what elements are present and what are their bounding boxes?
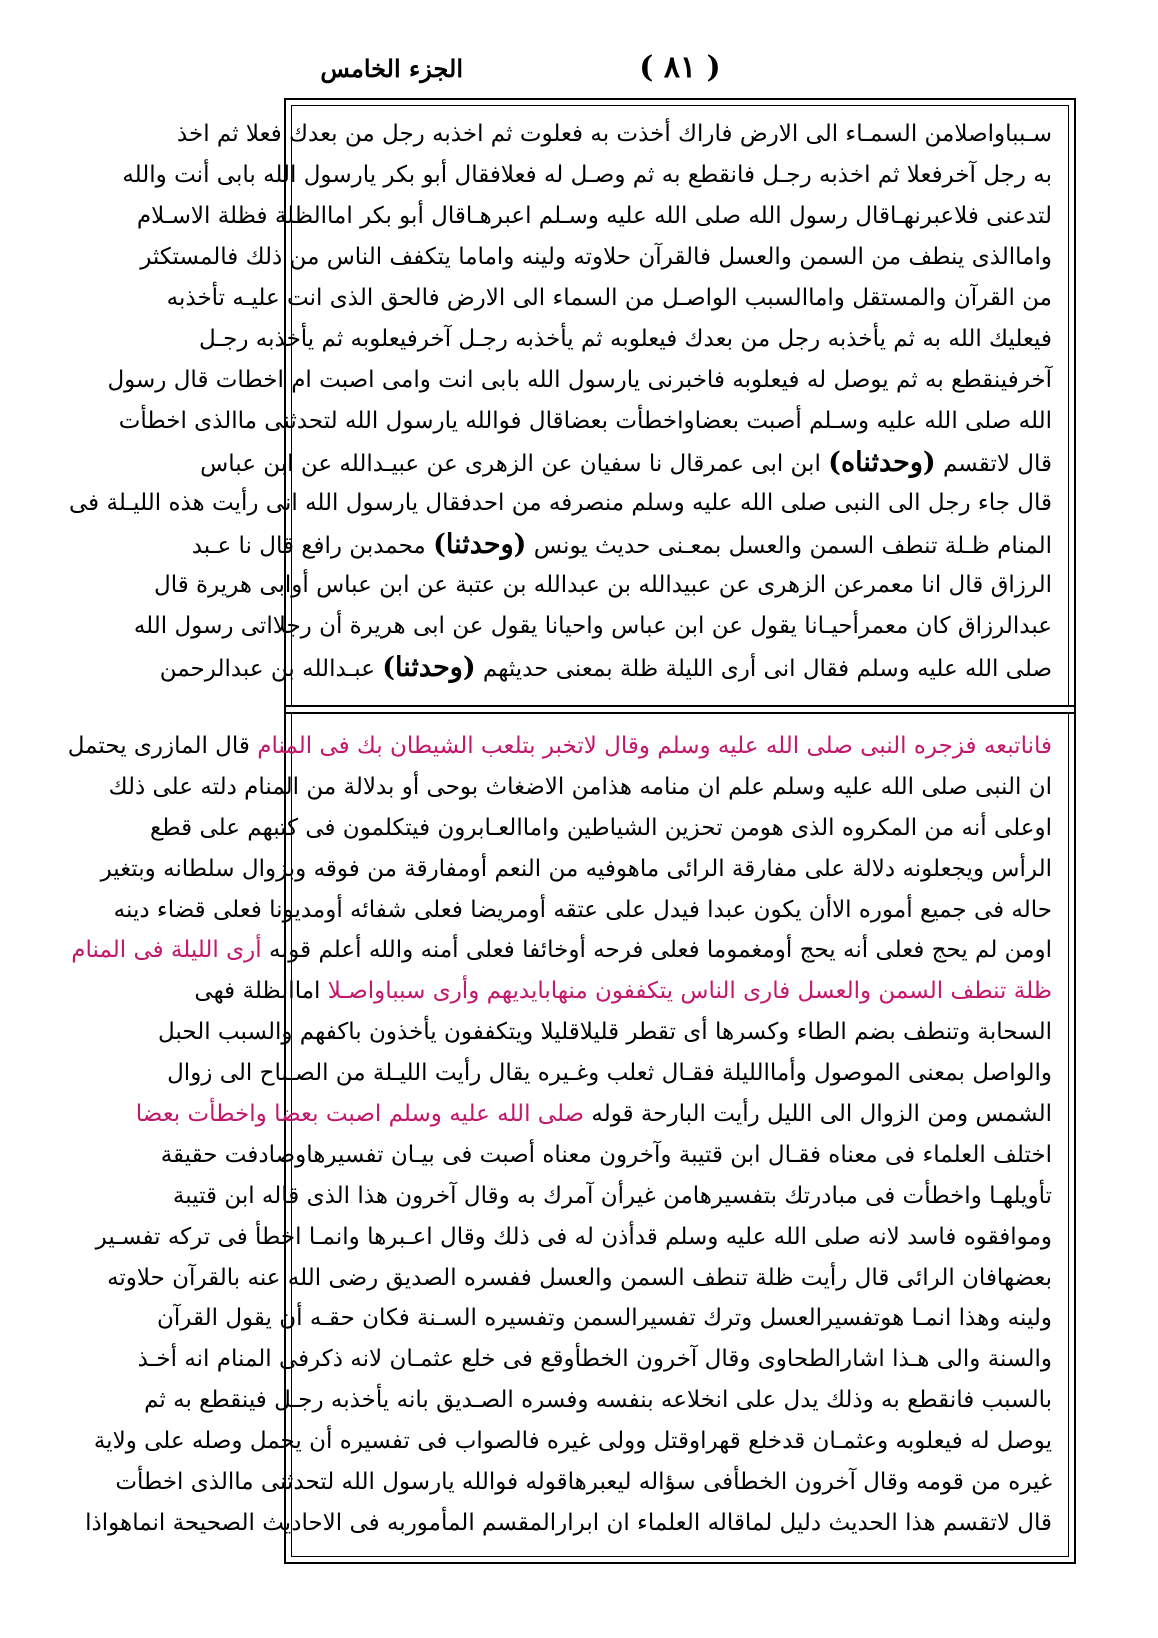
hadith-text-block (69, 114, 1052, 688)
text-segment: قال جاء رجل الى النبى صلى الله عليه وسلم منصرفه من احدفقال يارسول الله انى رأيت هذه الليـلة فى (69, 490, 1052, 516)
text-segment: ان النبى صلى الله عليه وسلم علم ان منامه هذامن الاضغاث بوحى أو بدلالة من المنام دلته على ذلك (108, 773, 1052, 800)
text-segment: عبـدالله بن عبدالرحمن (159, 656, 383, 682)
text-segment: حاله فى جميع أموره الاأن يكون عبدا فيدل على عتقه أومريضا فعلى شفائه أومديونا فعلى قضاء دينه (113, 896, 1052, 923)
highlighted-quote: ظلة تنطف السمن والعسل فارى الناس يتكففون منهابايديهم وأرى سبباواصـلا (327, 978, 1052, 1005)
text-segment: اوعلى أنه من المكروه الذى هومن تحزين الشياطين واماالعـابرون فيتكلمون فى كتبهم على قطع (150, 814, 1052, 841)
text-segment: الله صلى الله عليه وسـلم أصبت بعضاواخطأت بعضاقال فوالله يارسول الله لتحدثنى ماالذى اخطأت (118, 408, 1052, 434)
highlighted-quote: فاناتبعه فزجره النبى صلى الله عليه وسلم وقال لاتخبر بتلعب الشيطان بك فى المنام (257, 733, 1052, 759)
text-segment: واماالذى ينطف من السمن والعسل فالقرآن حلاوته ولينه واماما يتكفف الناس من ذلك فالمستكثر (140, 244, 1052, 270)
hadith-line (154, 565, 1052, 606)
hadith-line (122, 155, 1052, 196)
page-number: ( ٨١ ) (639, 50, 721, 85)
hadith-line (136, 196, 1052, 237)
commentary-line (95, 1217, 1052, 1258)
hadith-line (200, 442, 1052, 483)
commentary-line (113, 890, 1052, 931)
hadith-line (159, 647, 1052, 688)
hadith-line (107, 360, 1052, 401)
commentary-line (194, 971, 1052, 1012)
text-segment: غيره من قومه وقال آخرون الخطأفى سؤاله ليعبرهاقوله فوالله يارسول الله لتحدثنى ماالذى اخطأت (115, 1469, 1052, 1496)
text-segment: ابن ابى عمرقال نا سفيان عن الزهرى عن عبيـدالله عن ابن عباس (200, 451, 829, 477)
text-frame (67, 98, 1076, 1564)
commentary-line (172, 1176, 1052, 1217)
text-segment: آخرفينقطع به ثم يوصل له فيعلوبه فاخبرنى يارسول الله بابى انت وامى اصبت ام اخطات قال رسول (107, 367, 1052, 393)
chain-marker: (وحدثناه) (828, 447, 936, 478)
commentary-line (135, 1094, 1052, 1135)
commentary-text-block (67, 726, 1052, 1544)
text-segment: السحابة وتنطف بضم الطاء وكسرها أى تقطر قليلاقليلا ويتكففون يأخذون باكفهم والسبب الحبل (158, 1019, 1052, 1046)
commentary-line (160, 1135, 1052, 1176)
part-title: الجزء الخامس (320, 54, 463, 83)
hadith-line (133, 606, 1052, 647)
text-segment: ولينه وهذا انمـا هوتفسيرالعسل وترك تفسيرالسمن وتفسيره السـنة فكان حقـه أن يقول القرآن (157, 1305, 1052, 1332)
hadith-line (191, 524, 1052, 565)
commentary-line (107, 1258, 1052, 1299)
page-header (285, 46, 1075, 96)
commentary-line (108, 767, 1052, 808)
commentary-line (85, 1503, 1052, 1544)
text-segment: اماالظلة فهى (194, 978, 328, 1005)
commentary-line (67, 726, 1052, 767)
chain-marker: (وحدثنا) (433, 529, 527, 560)
text-segment: الشمس ومن الزوال الى الليل رأيت البارحة قوله (584, 1101, 1052, 1128)
text-segment: قال لاتقسم (935, 451, 1052, 477)
commentary-line (71, 930, 1052, 971)
commentary-line (137, 1339, 1052, 1380)
commentary-line (100, 849, 1052, 890)
text-segment: والسنة والى هـذا اشارالطحاوى وقال آخرون الخطأوقع فى خلع عثمـان لانه ذكرفى المنام انه أخـذ (137, 1346, 1052, 1373)
text-segment: تأويلهـا واخطأت فى مبادرتك بتفسيرهامن غيرأن آمرك به وقال آخرون هذا الذى قاله ابن قتيبة (172, 1182, 1052, 1209)
hadith-line (176, 114, 1052, 155)
text-segment: محمدبن رافع قال نا عـبد (191, 533, 434, 559)
highlighted-quote: صلى الله عليه وسلم اصبت بعضا واخطأت بعضا (135, 1101, 585, 1128)
text-segment: وموافقوه فاسد لانه صلى الله عليه وسلم قدأذن له فى ذلك وقال اعـبرها وانمـا اخطأ فى تركه تفسـير (95, 1223, 1052, 1250)
text-segment: عبدالرزاق كان معمرأحيـانا يقول عن ابن عباس واحيانا يقول عن ابى هريرة أن رجلااتى رسول الله (133, 613, 1052, 639)
text-segment: لتدعنى فلاعبرنهـاقال رسول الله صلى الله عليه وسـلم اعبرهـاقال أبو بكر اماالظلة فظلة الاسـلام (136, 203, 1052, 229)
text-segment: صلى الله عليه وسلم فقال انى أرى الليلة ظلة بمعنى حديثهم (475, 656, 1052, 682)
highlighted-quote: أرى الليلة فى المنام (71, 937, 262, 964)
text-segment: المنام ظـلة تنطف السمن والعسل بمعـنى حديث يونس (526, 533, 1052, 559)
text-segment: من القرآن والمستقل واماالسبب الواصـل من السماء الى الارض فالحق الذى انت عليـه تأخذبه (166, 285, 1052, 311)
text-segment: يوصل له فيعلوبه وعثمـان قدخلع قهراوقتل وولى غيره فالصواب فى تفسيره أن يحمل وصله على ولاية (93, 1428, 1052, 1455)
commentary-line (167, 1053, 1052, 1094)
text-segment: الرأس ويجعلونه دلالة على مفارقة الرائى ماهوفيه من النعم أومفارقة من فوقه وبزوال سلطانه وبتغير (100, 855, 1052, 882)
text-segment: سـبباواصلامن السمـاء الى الارض فاراك أخذت به فعلوت ثم اخذبه رجل من بعدك فعلا ثم اخذ (176, 121, 1052, 147)
commentary-line (93, 1421, 1052, 1462)
hadith-line (69, 483, 1052, 524)
hadith-line (166, 278, 1052, 319)
chain-marker: (وحدثنا) (382, 652, 476, 683)
commentary-line (150, 808, 1052, 849)
commentary-line (144, 1380, 1052, 1421)
commentary-line (115, 1462, 1052, 1503)
text-segment: فيعليك الله به ثم يأخذبه رجل من بعدك فيعلوبه ثم يأخذبه رجـل آخرفيعلوبه ثم يأخذبه رجـل (198, 326, 1052, 352)
text-segment: بعضهافان الرائى قال رأيت ظلة تنطف السمن والعسل ففسره الصديق رضى الله عنه بالقرآن حلاوته (107, 1264, 1052, 1291)
commentary-line (157, 1298, 1052, 1339)
text-segment: الرزاق قال انا معمرعن الزهرى عن عبيدالله بن عبدالله بن عتبة عن ابن عباس أوابى هريرة قال (154, 572, 1052, 598)
text-segment: بالسبب فانقطع به وذلك يدل على انخلاعه بنفسه وفسره الصـديق بانه يأخذبه رجـل فينقطع به ثم (144, 1387, 1052, 1414)
text-segment: به رجل آخرفعلا ثم اخذبه رجـل فانقطع به ثم وصـل له فعلافقال أبو بكر يارسول الله بابى أنت والله (122, 162, 1052, 188)
hadith-line (140, 237, 1052, 278)
commentary-line (158, 1012, 1052, 1053)
hadith-line (118, 401, 1052, 442)
text-segment: اختلف العلماء فى معناه فقـال ابن قتيبة وآخرون معناه أصبت فى بيـان تفسيرهاوصادفت حقيقة (160, 1141, 1052, 1168)
text-segment: قال لاتقسم هذا الحديث دليل لماقاله العلماء ان ابرارالمقسم المأموربه فى الاحاديث الصحيحة انماهواذا (85, 1509, 1052, 1536)
text-segment: قال المازرى يحتمل (67, 733, 258, 759)
text-segment: والواصل بمعنى الموصول وأماالليلة فقـال ثعلب وغـيره يقال رأيت الليـلة من الصـباح الى زوال (167, 1060, 1052, 1087)
text-segment: اومن لم يحج فعلى أنه يحج أومغموما فعلى فرحه أوخائفا فعلى أمنه والله أعلم قوله (261, 937, 1052, 964)
hadith-line (198, 319, 1052, 360)
section-divider (286, 705, 1074, 714)
